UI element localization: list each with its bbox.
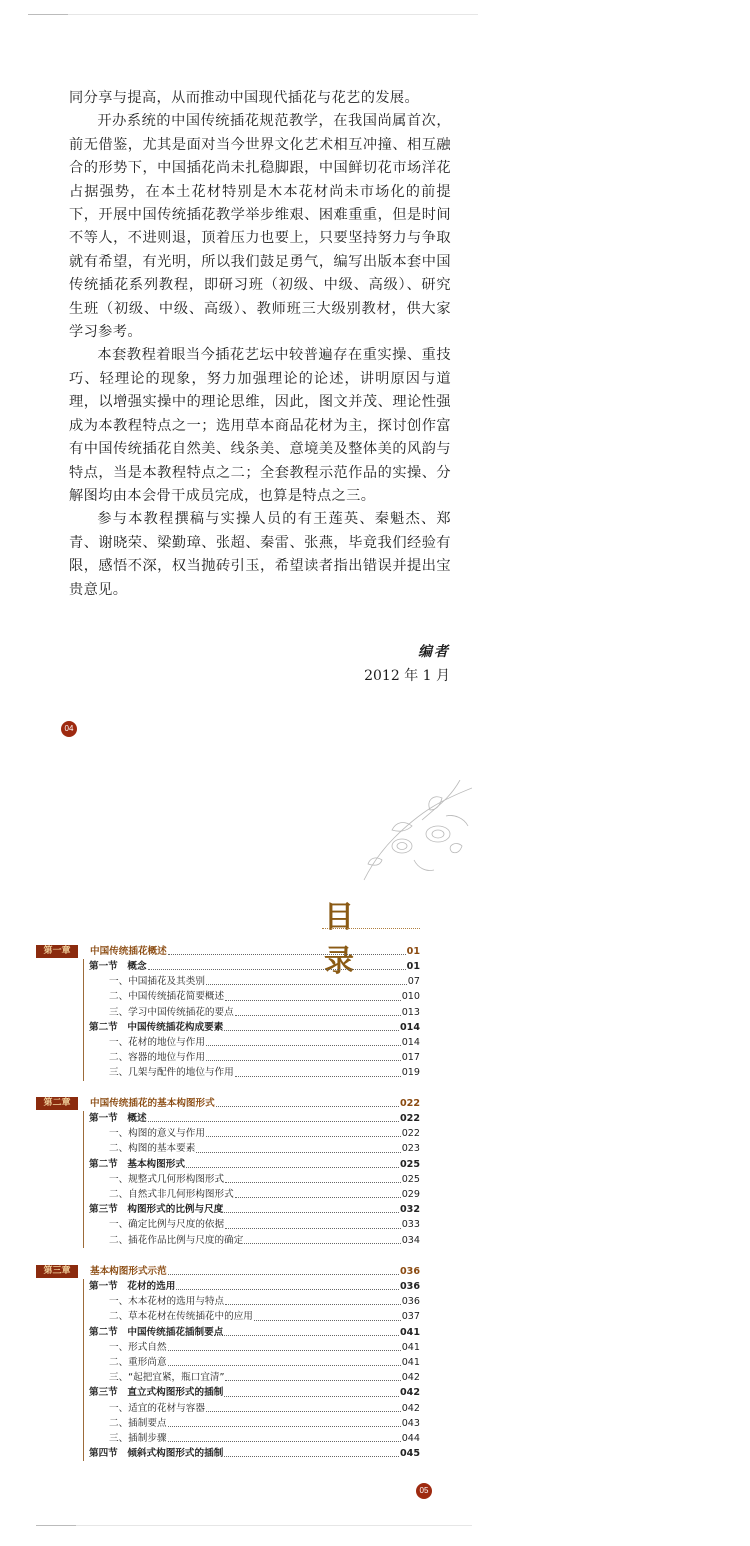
toc-entry-section[interactable]	[89, 1446, 420, 1461]
preface-paragraph-3: 本套教程着眼当今插花艺坛中较普遍存在重实操、重技巧、轻理论的现象，努力加强理论的论述，讲明原因与道理，以增强实操中的理论思维，因此，图文并茂、理论性强成为本教程特点之一；选用草本商品花材为主，探讨创作富有中国传统插花自然美、线条美、意境美及整体美的风韵与特点，当是本教程特点之二；全套教程示范作品的实操、分解图均由本会骨干成员完成，也算是特点之三。	[69, 347, 451, 504]
entry-page: 017	[401, 1052, 420, 1064]
toc-entry-subsection[interactable]	[89, 974, 420, 989]
entry-label: 二、自然式非几何形构图形式	[109, 1188, 234, 1200]
toc-entry-subsection[interactable]	[89, 989, 420, 1004]
entry-page: 043	[401, 1417, 420, 1429]
leader-dots	[225, 1294, 401, 1305]
toc-entry-section[interactable]	[89, 1202, 420, 1217]
entry-page: 037	[401, 1311, 420, 1323]
entry-label: 第一节 花材的选用	[89, 1281, 176, 1292]
chapter-page: 022	[399, 1098, 420, 1109]
entry-page: 036	[399, 1281, 420, 1292]
chapter-badge: 第一章	[36, 945, 78, 958]
entry-label: 一、构图的意义与作用	[109, 1128, 205, 1140]
entry-label: 三、“起把宜紧，瓶口宜清”	[109, 1372, 225, 1384]
toc-entry-subsection[interactable]	[89, 1294, 420, 1309]
toc-page	[36, 780, 472, 1532]
entry-label: 一、中国插花及其类别	[109, 976, 205, 988]
page-bottom-rule-mark	[36, 1525, 76, 1526]
toc-entry-section[interactable]	[89, 1020, 420, 1035]
chapter-badge: 第三章	[36, 1265, 78, 1278]
leader-dots	[225, 1217, 401, 1228]
toc-entry-section[interactable]	[89, 1385, 420, 1400]
chapter-title: 基本构图形式示范	[90, 1266, 167, 1277]
entry-label: 一、形式自然	[109, 1341, 167, 1353]
leader-dots	[224, 1385, 399, 1396]
entry-page: 07	[407, 976, 420, 988]
toc-entry-subsection[interactable]	[89, 1217, 420, 1232]
toc-entry-subsection[interactable]	[89, 1309, 420, 1324]
toc-entry-subsection[interactable]	[89, 1141, 420, 1156]
entry-page: 033	[401, 1219, 420, 1231]
leader-dots	[235, 1005, 401, 1016]
entry-page: 014	[401, 1036, 420, 1048]
leader-dots	[235, 1065, 401, 1076]
toc-entry-subsection[interactable]	[89, 1370, 420, 1385]
preface-paragraph-4: 参与本教程撰稿与实操人员的有王莲英、秦魁杰、郑青、谢晓荣、梁勤璋、张超、秦雷、张燕，毕竟我们经验有限，感悟不深，权当抛砖引玉，希望读者指出错误并提出宝贵意见。	[69, 511, 451, 598]
leader-dots	[225, 1172, 401, 1183]
entry-label: 第四节 倾斜式构图形式的插制	[89, 1448, 224, 1460]
toc-entry-subsection[interactable]	[89, 1050, 420, 1065]
toc-chapter-3	[36, 1264, 420, 1461]
toc-entry-subsection[interactable]	[89, 1172, 420, 1187]
entry-page: 029	[401, 1188, 420, 1200]
page-top-rule	[28, 14, 478, 15]
page-bottom-rule	[36, 1525, 472, 1526]
entry-label: 二、插花作品比例与尺度的确定	[109, 1234, 244, 1246]
preface-text	[69, 87, 451, 602]
entry-label: 第二节 基本构图形式	[89, 1158, 185, 1170]
chapter-heading[interactable]	[36, 1096, 420, 1111]
leader-dots	[216, 1096, 399, 1107]
toc-entry-subsection[interactable]	[89, 1005, 420, 1020]
entry-label: 二、容器的地位与作用	[109, 1052, 205, 1064]
chapter-badge: 第二章	[36, 1097, 78, 1110]
flower-sketch-decoration	[342, 780, 472, 890]
toc-entry-subsection[interactable]	[89, 1401, 420, 1416]
entry-page: 025	[399, 1158, 420, 1170]
entry-page: 023	[401, 1143, 420, 1155]
toc-entry-section[interactable]	[89, 1157, 420, 1172]
preface-author: 编者	[418, 644, 450, 660]
toc-entry-subsection[interactable]	[89, 1035, 420, 1050]
preface-paragraph-1: 同分享与提高，从而推动中国现代插花与花艺的发展。	[69, 90, 420, 106]
entry-label: 一、花材的地位与作用	[109, 1036, 205, 1048]
entry-label: 二、构图的基本要素	[109, 1143, 196, 1155]
leader-dots	[235, 1187, 401, 1198]
entry-page: 041	[399, 1326, 420, 1338]
entry-page: 036	[401, 1296, 420, 1308]
entry-label: 三、学习中国传统插花的要点	[109, 1006, 234, 1018]
leader-dots	[148, 959, 406, 970]
entry-label: 三、几架与配件的地位与作用	[109, 1067, 234, 1079]
leader-dots	[224, 1446, 399, 1457]
entry-label: 第一节 概述	[89, 1113, 147, 1124]
entry-label: 二、重形尚意	[109, 1356, 167, 1368]
chapter-entries	[83, 1111, 420, 1248]
entry-label: 一、适宜的花材与容器	[109, 1402, 205, 1414]
toc-entry-subsection[interactable]	[89, 1355, 420, 1370]
chapter-page: 036	[399, 1266, 420, 1277]
leader-dots	[196, 1141, 400, 1152]
leader-dots	[168, 1416, 401, 1427]
entry-page: 042	[401, 1402, 420, 1414]
toc-entry-section[interactable]	[89, 959, 420, 974]
leader-dots	[206, 974, 407, 985]
chapter-title: 中国传统插花的基本构图形式	[90, 1098, 215, 1109]
entry-label: 二、中国传统插花简要概述	[109, 991, 225, 1003]
leader-dots	[168, 944, 406, 955]
leader-dots	[206, 1035, 401, 1046]
chapter-title: 中国传统插花概述	[90, 946, 167, 957]
leader-dots	[168, 1355, 401, 1366]
title-underline	[322, 928, 420, 929]
toc-entry-section[interactable]	[89, 1111, 420, 1126]
leader-dots	[224, 1020, 399, 1031]
entry-page: 034	[401, 1234, 420, 1246]
entry-label: 第三节 构图形式的比例与尺度	[89, 1204, 224, 1216]
toc-entry-subsection[interactable]	[89, 1065, 420, 1080]
preface-signature	[364, 640, 450, 688]
toc-entry-subsection[interactable]	[89, 1187, 420, 1202]
leader-dots	[244, 1233, 400, 1244]
leader-dots	[206, 1050, 401, 1061]
toc-entry-section[interactable]	[89, 1325, 420, 1340]
leader-dots	[224, 1325, 399, 1336]
entry-label: 二、草本花材在传统插花中的应用	[109, 1311, 253, 1323]
entry-page: 019	[401, 1067, 420, 1079]
entry-label: 二、插制要点	[109, 1417, 167, 1429]
page-top-rule-mark	[28, 14, 68, 15]
chapter-page: 01	[406, 946, 420, 957]
leader-dots	[224, 1202, 399, 1213]
entry-label: 第二节 中国传统插花构成要素	[89, 1021, 224, 1033]
page-number-badge: 05	[416, 1483, 432, 1499]
entry-page: 010	[401, 991, 420, 1003]
leader-dots	[168, 1340, 401, 1351]
toc-entry-section[interactable]	[89, 1279, 420, 1294]
chapter-title-line	[90, 944, 420, 959]
chapter-title-line	[90, 1264, 420, 1279]
preface-page	[28, 0, 478, 770]
entry-page: 042	[401, 1372, 420, 1384]
entry-page: 044	[401, 1432, 420, 1444]
chapter-heading[interactable]	[36, 1264, 420, 1279]
preface-paragraph-2: 开办系统的中国传统插花规范教学，在我国尚属首次，前无借鉴，尤其是面对当今世界文化艺术相互冲撞、相互融合的形势下，中国插花尚未扎稳脚跟，中国鲜切花市场洋花占据强势，在本土花材特别是木本花材尚未市场化的前提下，开展中国传统插花教学举步维艰、困难重重，但是时间不等人，不进则退，顶着压力也要上，只要坚持努力与争取就有希望，有光明，所以我们鼓足勇气，编写出版本套中国传统插花系列教程，即研习班（初级、中级、高级）、研究生班（初级、中级、高级）、教师班三大级别教材，供大家学习参考。	[69, 113, 451, 341]
entry-label: 三、插制步骤	[109, 1432, 167, 1444]
leader-dots	[254, 1309, 401, 1320]
entry-page: 014	[399, 1021, 420, 1033]
entry-page: 022	[399, 1113, 420, 1124]
entry-page: 032	[399, 1204, 420, 1216]
preface-date: 2012 年 1 月	[364, 668, 450, 684]
entry-page: 01	[406, 961, 420, 972]
entry-label: 第三节 直立式构图形式的插制	[89, 1387, 224, 1399]
leader-dots	[225, 1370, 400, 1381]
leader-dots	[176, 1279, 399, 1290]
entry-page: 022	[401, 1128, 420, 1140]
toc-entry-subsection[interactable]	[89, 1416, 420, 1431]
entry-page: 041	[401, 1356, 420, 1368]
leader-dots	[186, 1157, 399, 1168]
chapter-entries	[83, 959, 420, 1081]
entry-label: 第二节 中国传统插花插制要点	[89, 1326, 224, 1338]
toc-title: 目 录	[324, 900, 380, 979]
entry-label: 第一节 概念	[89, 961, 147, 972]
entry-page: 013	[401, 1006, 420, 1018]
chapter-heading[interactable]	[36, 944, 420, 959]
entry-page: 042	[399, 1387, 420, 1399]
toc-chapter-1	[36, 944, 420, 1081]
leader-dots	[206, 1401, 401, 1412]
toc-entry-subsection[interactable]	[89, 1126, 420, 1141]
leader-dots	[225, 989, 401, 1000]
leader-dots	[168, 1264, 399, 1275]
entry-page: 025	[401, 1173, 420, 1185]
entry-label: 一、确定比例与尺度的依据	[109, 1219, 225, 1231]
toc-entry-subsection[interactable]	[89, 1431, 420, 1446]
page-number-badge: 04	[61, 721, 77, 737]
toc-entry-subsection[interactable]	[89, 1340, 420, 1355]
chapter-entries	[83, 1279, 420, 1461]
leader-dots	[206, 1126, 401, 1137]
entry-label: 一、木本花材的选用与特点	[109, 1296, 225, 1308]
entry-label: 一、规整式几何形构图形式	[109, 1173, 225, 1185]
entry-page: 041	[401, 1341, 420, 1353]
leader-dots	[168, 1431, 401, 1442]
toc-chapter-2	[36, 1096, 420, 1248]
chapter-title-line	[90, 1096, 420, 1111]
toc-entry-subsection[interactable]	[89, 1233, 420, 1248]
leader-dots	[148, 1111, 399, 1122]
entry-page: 045	[399, 1448, 420, 1460]
